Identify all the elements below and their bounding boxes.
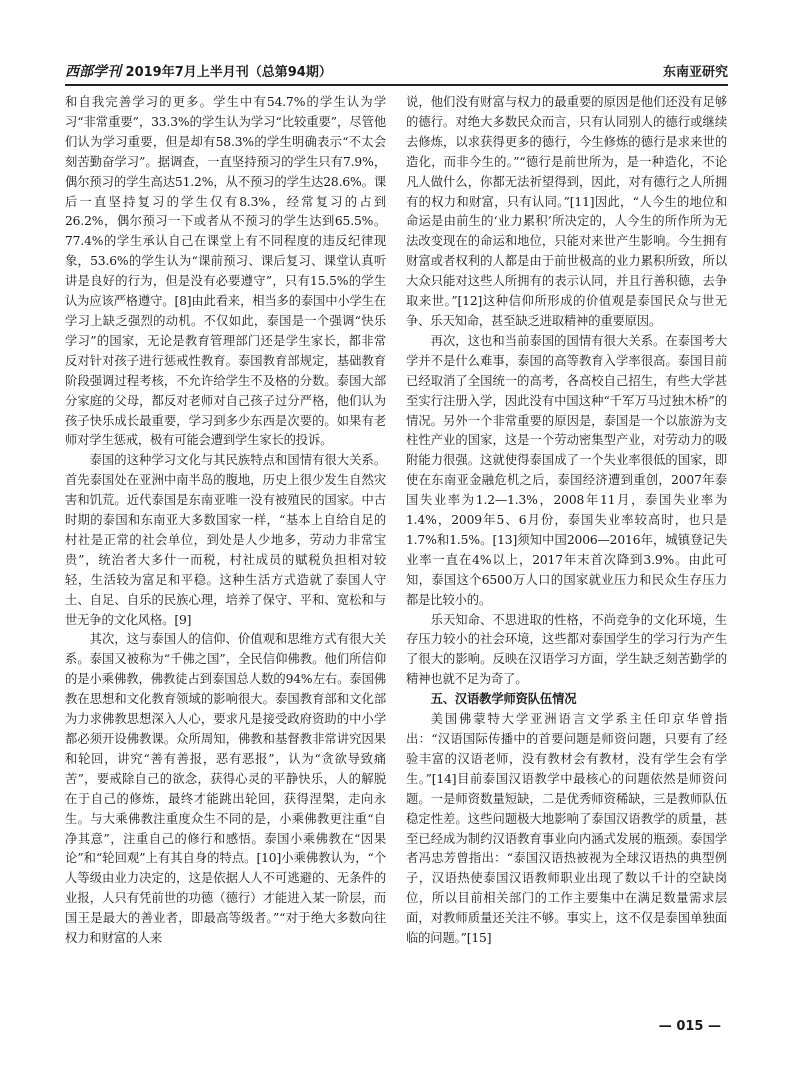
paragraph: 乐天知命、不思进取的性格，不尚竞争的文化环境，生存压力较小的社会环境，这些都对泰国学生的学习行为产生了很大的影响。反映在汉语学习方面，学生缺乏刻苦勤学的精神也就不足为奇了。 xyxy=(406,612,727,687)
paragraph: 泰国的这种学习文化与其民族特点和国情有很大关系。首先泰国处在亚洲中南半岛的腹地，历史上很少发生自然灾害和饥荒。近代泰国是东南亚唯一没有被殖民的国家。中古时期的泰国和东南亚大多数国家一样，“基本上自给自足的村社是正常的社会单位，到处是人少地多，劳动力非常宝贵”，统治者大多什一而税，村社成员的赋税负担相对较轻，生活较为富足和平稳。这种生活方式造就了泰国人守土、自足、自乐的民族心理，培养了保守、平和、宽松和与世无争的文化风格。[9] xyxy=(65,453,386,627)
section-heading: 五、汉语教学师资队伍情况 xyxy=(430,692,577,707)
paragraph: 其次，这与泰国人的信仰、价值观和思维方式有很大关系。泰国又被称为“千佛之国”，全民信仰佛教。他们所信仰的是小乘佛教，佛教徒占到泰国总人数的94%左右。泰国佛教在思想和文化教育领域的影响很大。泰国教育部和文化部为力求佛教思想深入人心，要求凡是接受政府资助的中小学都必须开设佛教课。众所周知，佛教和基督教非常讲究因果和轮回，讲究“善有善报，恶有恶报”，认为“贪欲导致痛苦”，要戒除自己的欲念，获得心灵的平静快乐，人的解脱在于自己的修炼，最终才能跳出轮回，获得涅槃，走向永生。与大乘佛教注重度众生不同的是，小乘佛教更注重“自净其意”，注重自己的修行和感悟。泰国小乘佛教在“因果论”和“轮回观”上有其自身的特点。[10]小乘佛教认为，“个人等级由业力决定的，这是依据人人不可逃避的、无条件的业报，人只有凭前世的功德（德行）才能进入某一阶层，而国王是最大的善业者，即最高等级者。”“对于绝大多数向往权力和财富的人来 xyxy=(65,632,386,946)
running-header xyxy=(65,58,728,86)
paragraph: 和自我完善学习的更多。学生中有54.7%的学生认为学习“非常重要”，33.3%的学生认为学习“比较重要”，尽管他们认为学习重要，但是却有58.3%的学生明确表示“不太会刻苦勤奋学习”。据调查，一直坚持预习的学生只有7.9%，偶尔预习的学生高达51.2%，从不预习的学生达28.6%。课后一直坚持复习的学生仅有8.3%，经常复习的占到26.2%，偶尔预习一下或者从不预习的学生达到65.5%。77.4%的学生承认自己在课堂上有不同程度的违反纪律现象，53.6%的学生认为“课前预习、课后复习、课堂认真听讲是良好的行为，但是没有必要遵守”，只有15.5%的学生认为应该严格遵守。[8]由此看来，相当多的泰国中小学生在学习上缺乏强烈的动机。不仅如此，泰国是一个强调“快乐学习”的国家，无论是教育管理部门还是学生家长，都非常反对针对孩子进行惩戒性教育。泰国教育部规定，基础教育阶段强调过程考核，不允许给学生不及格的分数。泰国大部分家庭的父母，都反对老师对自己孩子过分严格，他们认为孩子快乐成长最重要，学习到多少东西是次要的。如果有老师对学生惩戒，极有可能会遭到学生家长的投诉。 xyxy=(65,95,386,448)
journal-logo: 西部学刊 xyxy=(65,64,121,80)
left-column xyxy=(65,93,386,949)
section-title: 东南亚研究 xyxy=(662,65,728,80)
journal-info xyxy=(65,61,332,81)
paragraph: 说，他们没有财富与权力的最重要的原因是他们还没有足够的德行。对绝大多数民众而言，只有认同别人的德行或继续去修炼，以求获得更多的德行，今生修炼的德行是求来世的造化，而非今生的。”“德行是前世所为，是一种造化，不论凡人做什么，你都无法祈望得到，因此，对有德行之人所拥有的权力和财富，只有认同。”[11]因此，“人今生的地位和命运是由前生的‘业力累积’所决定的，人今生的所作所为无法改变现在的命运和地位，只能对来世产生影响。今生拥有财富或者权利的人都是由于前世极高的业力累积所致，所以大众只能对这些人所拥有的表示认同，并且行善积德，去争取来世。”[12]这种信仰所形成的价值观是泰国民众与世无争、乐天知命，甚至缺乏进取精神的重要原因。 xyxy=(406,95,727,328)
paragraph: 再次，这也和当前泰国的国情有很大关系。在泰国考大学并不是什么难事，泰国的高等教育入学率很高。泰国目前已经取消了全国统一的高考，各高校自己招生，有些大学甚至实行注册入学，因此没有中国这种“千军万马过独木桥”的情况。另外一个非常重要的原因是，泰国是一个以旅游为支柱性产业的国家，这是一个劳动密集型产业，对劳动力的吸附能力很强。这就使得泰国成了一个失业率很低的国家，即使在东南亚金融危机之后，泰国经济遭到重创，2007年泰国失业率为1.2—1.3%，2008年11月，泰国失业率为1.4%，2009年5、6月份，泰国失业率较高时，也只是1.7%和1.5%。[13]须知中国2006—2016年，城镇登记失业率一直在4%以上，2017年末首次降到3.9%。由此可知，泰国这个6500万人口的国家就业压力和民众生存压力都是比较小的。 xyxy=(406,333,727,607)
paragraph: 美国佛蒙特大学亚洲语言文学系主任印京华曾指出：“汉语国际传播中的首要问题是师资问题，只要有了经验丰富的汉语老师，没有教材会有教材，没有学生会有学生。”[14]目前泰国汉语教学中最核心的问题依然是师资问题。一是师资数量短缺，二是优秀师资稀缺，三是教师队伍稳定性差。这些问题极大地影响了泰国汉语教学的质量，甚至已经成为制约汉语教育事业向内涵式发展的瓶颈。泰国学者冯忠芳曾指出：“泰国汉语热被视为全球汉语热的典型例子，汉语热使泰国汉语教师职业出现了数以千计的空缺岗位，所以目前相关部门的工作主要集中在满足数量需求层面，对教师质量还关注不够。事实上，这不仅是泰国单独面临的问题。”[15] xyxy=(406,712,727,946)
page-number: — 015 — xyxy=(658,1019,721,1034)
right-column xyxy=(406,93,727,949)
issue-info: 2019年7月上半月刊（总第94期） xyxy=(125,65,332,80)
